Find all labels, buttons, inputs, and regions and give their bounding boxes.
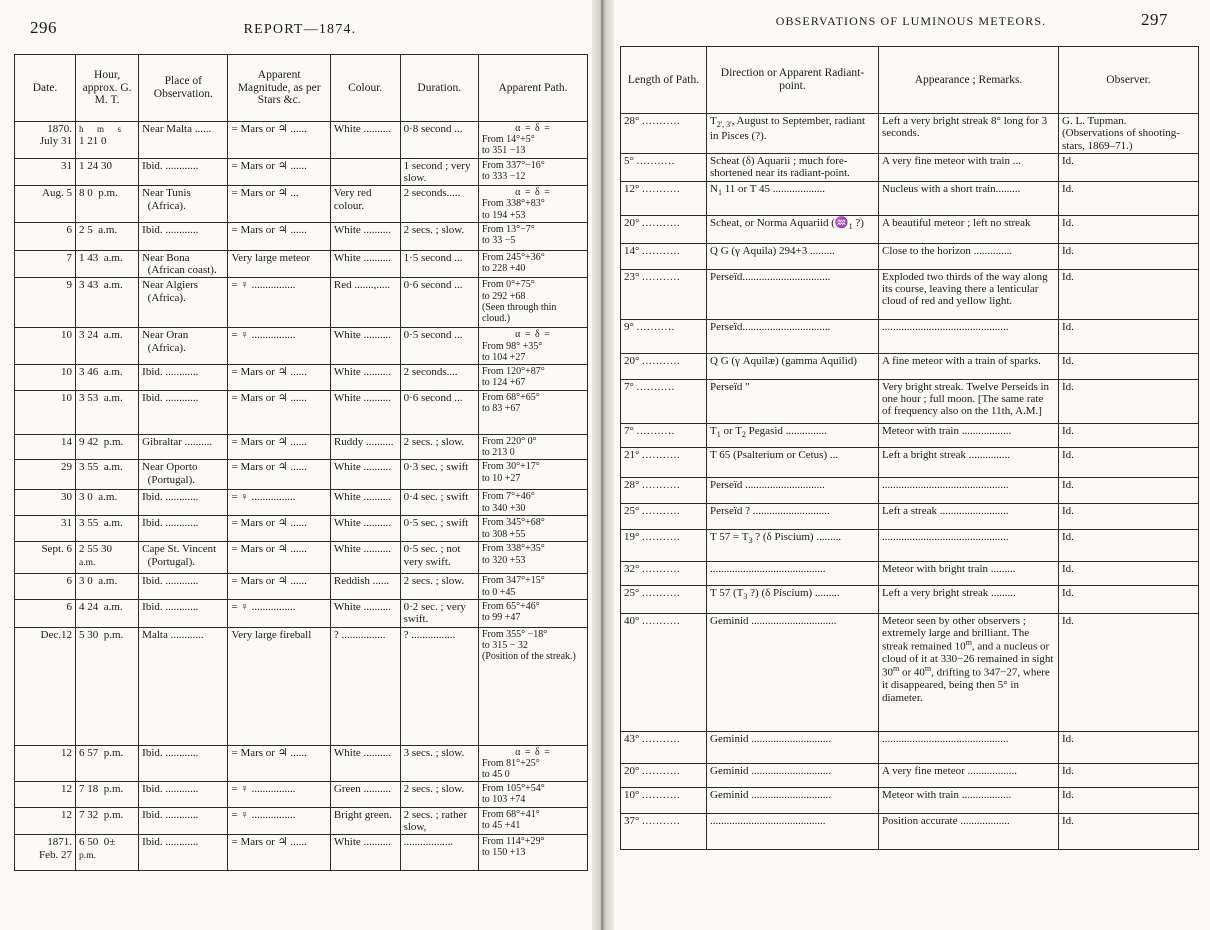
cell-hour: 1 43 a.m. [76,250,139,278]
cell-duration: 2 secs. ; slow. [400,222,478,250]
cell-appearance-remarks: Left a streak ......................... [879,503,1059,529]
cell-appearance-remarks: Left a very bright streak ......... [879,585,1059,613]
cell-place: Ibid. ............ [139,745,228,782]
cell-hour: 6 57 p.m. [76,745,139,782]
cell-appearance-remarks: Exploded two thirds of the way along its course, leaving there a lenticular cloud of red and yellow light. [879,269,1059,319]
cell-appearance-remarks: Close to the horizon .............. [879,243,1059,269]
table-row [15,542,588,574]
cell-radiant-point: Q G (γ Aquilæ) (gamma Aquilid) [707,353,879,379]
cell-hour: 3 43 a.m. [76,278,139,328]
cell-appearance-remarks: .............................................. [879,731,1059,763]
cell-observer: Id. [1059,423,1199,447]
cell-magnitude: = ♀ ................ [228,328,330,365]
cell-apparent-path: α = δ = From 98° +35° to 104 +27 [479,328,588,365]
cell-magnitude: = Mars or ♃ ...... [228,460,330,490]
cell-apparent-path: From 65°+46° to 99 +47 [479,599,588,627]
cell-observer: Id. [1059,477,1199,503]
cell-colour: Very red colour. [330,186,400,223]
cell-appearance-remarks: Meteor with bright train ......... [879,561,1059,585]
cell-observer: Id. [1059,215,1199,243]
cell-hour: 3 0 a.m. [76,574,139,599]
cell-colour: White .......... [330,250,400,278]
cell-length-of-path: 10° ........... [621,787,707,813]
cell-colour: Green .......... [330,782,400,807]
cell-magnitude: = Mars or ♃ ...... [228,222,330,250]
cell-observer: Id. [1059,243,1199,269]
cell-date: 31 [15,516,76,542]
cell-place: Ibid. ............ [139,599,228,627]
cell-magnitude: = Mars or ♃ ...... [228,542,330,574]
table-row [15,390,588,434]
cell-hour: 2 5 a.m. [76,222,139,250]
cell-colour: White .......... [330,122,400,159]
cell-observer: Id. [1059,529,1199,561]
cell-date: 30 [15,490,76,516]
table-row [621,585,1199,613]
cell-magnitude: = Mars or ♃ ...... [228,364,330,390]
cell-duration: 0·5 sec. ; swift [400,516,478,542]
cell-observer: Id. [1059,787,1199,813]
cell-appearance-remarks: .............................................. [879,319,1059,353]
cell-appearance-remarks: .............................................. [879,529,1059,561]
cell-appearance-remarks: Very bright streak. Twelve Perseids in one hour ; full moon. [The same rate of frequency also on the 11th, A.M.] [879,379,1059,423]
table-row [621,731,1199,763]
cell-place: Gibraltar .......... [139,434,228,459]
table-row [15,328,588,365]
cell-hour: 3 55 a.m. [76,460,139,490]
table-row [15,434,588,459]
table-row [621,243,1199,269]
table-row [621,353,1199,379]
cell-place: Ibid. ............ [139,574,228,599]
cell-colour: White .......... [330,390,400,434]
cell-apparent-path: From 345°+68° to 308 +55 [479,516,588,542]
cell-duration: 0·6 second ... [400,278,478,328]
cell-observer: Id. [1059,731,1199,763]
cell-length-of-path: 19° ........... [621,529,707,561]
cell-radiant-point: Perseïd................................ [707,269,879,319]
col-colour: Colour. [330,55,400,122]
cell-radiant-point: Scheat, or Norma Aquariid ($♒_1$ ?) [707,215,879,243]
cell-apparent-path: From 245°+36° to 228 +40 [479,250,588,278]
cell-place: Ibid. ............ [139,782,228,807]
cell-colour: White .......... [330,222,400,250]
cell-date: 31 [15,158,76,186]
cell-radiant-point: Geminid ............................. [707,731,879,763]
cell-magnitude: = Mars or ♃ ... [228,186,330,223]
cell-duration: 2 secs. ; slow. [400,434,478,459]
cell-colour: White .......... [330,599,400,627]
col-hour: Hour, approx. G. M. T. [76,55,139,122]
cell-length-of-path: 7° ........... [621,379,707,423]
cell-apparent-path: From 114°+29° to 150 +13 [479,835,588,871]
cell-hour: 2 55 30 a.m. [76,542,139,574]
cell-hour: 9 42 p.m. [76,434,139,459]
cell-hour: 7 32 p.m. [76,807,139,835]
cell-colour: ? ................ [330,627,400,745]
cell-date: 12 [15,807,76,835]
col-place: Place of Observation. [139,55,228,122]
cell-radiant-point: Scheat (δ) Aquarii ; much fore-shortened near its radiant-point. [707,153,879,181]
cell-apparent-path: From 13°−7° to 33 −5 [479,222,588,250]
table-row [15,835,588,871]
cell-magnitude: = ♀ ................ [228,599,330,627]
cell-appearance-remarks: A very fine meteor with train ... [879,153,1059,181]
cell-observer: Id. [1059,613,1199,731]
cell-magnitude: = ♀ ................ [228,782,330,807]
cell-colour: White .......... [330,460,400,490]
cell-apparent-path: From 30°+17° to 10 +27 [479,460,588,490]
cell-length-of-path: 43° ........... [621,731,707,763]
cell-date: 6 [15,574,76,599]
cell-apparent-path: α = δ = From 338°+83° to 194 +53 [479,186,588,223]
cell-magnitude: = Mars or ♃ ...... [228,835,330,871]
cell-length-of-path: 23° ........... [621,269,707,319]
cell-observer: Id. [1059,269,1199,319]
cell-magnitude: = Mars or ♃ ...... [228,516,330,542]
cell-radiant-point: T 57 ($T_3$ ?) (δ Piscium) ......... [707,585,879,613]
cell-hour: 7 18 p.m. [76,782,139,807]
cell-place: Ibid. ............ [139,158,228,186]
cell-duration: 0·4 sec. ; swift [400,490,478,516]
cell-hour: 3 46 a.m. [76,364,139,390]
table-row [621,503,1199,529]
cell-duration: 2 secs. ; rather slow, [400,807,478,835]
cell-length-of-path: 20° ........... [621,215,707,243]
cell-length-of-path: 25° ........... [621,503,707,529]
cell-hour: 8 0 p.m. [76,186,139,223]
cell-appearance-remarks: Left a bright streak ............... [879,447,1059,477]
cell-observer: Id. [1059,153,1199,181]
cell-colour: White .......... [330,516,400,542]
cell-radiant-point: Geminid ............................. [707,787,879,813]
cell-colour: White .......... [330,745,400,782]
cell-date: Dec.12 [15,627,76,745]
cell-date: 9 [15,278,76,328]
left-data-table [14,54,588,871]
cell-observer: Id. [1059,379,1199,423]
cell-apparent-path: From 355° −18° to 315 − 32 (Position of the streak.) [479,627,588,745]
cell-hour: 3 24 a.m. [76,328,139,365]
cell-radiant-point: .......................................... [707,561,879,585]
cell-duration: 0·8 second ... [400,122,478,159]
cell-magnitude: Very large fireball [228,627,330,745]
cell-duration: ? ................ [400,627,478,745]
cell-radiant-point: Geminid ............................. [707,763,879,787]
col-appearance-remarks: Appearance ; Remarks. [879,47,1059,114]
cell-date: 6 [15,222,76,250]
cell-date: 14 [15,434,76,459]
cell-apparent-path: From 68°+65° to 83 +67 [479,390,588,434]
cell-colour: Ruddy .......... [330,434,400,459]
table-row [15,158,588,186]
table-row [15,627,588,745]
cell-radiant-point: Perseïd ? ............................ [707,503,879,529]
cell-magnitude: = ♀ ................ [228,490,330,516]
table-row [621,813,1199,849]
left-page [0,0,600,930]
cell-appearance-remarks: Meteor with train .................. [879,787,1059,813]
cell-apparent-path: From 220° 0° to 213 0 [479,434,588,459]
right-table-header-row [621,47,1199,114]
table-row [15,516,588,542]
cell-length-of-path: 40° ........... [621,613,707,731]
cell-magnitude: Very large meteor [228,250,330,278]
table-row [621,447,1199,477]
cell-length-of-path: 9° ........... [621,319,707,353]
col-date: Date. [15,55,76,122]
cell-radiant-point: Perseïd................................ [707,319,879,353]
table-row [15,745,588,782]
cell-radiant-point: $N_1$ 11 or T 45 ................... [707,181,879,215]
cell-observer: Id. [1059,181,1199,215]
cell-duration: .................. [400,835,478,871]
cell-appearance-remarks: Meteor with train .................. [879,423,1059,447]
cell-hour: 1 24 30 [76,158,139,186]
cell-date: 6 [15,599,76,627]
cell-magnitude: = Mars or ♃ ...... [228,390,330,434]
cell-apparent-path: From 68°+41° to 45 +41 [479,807,588,835]
cell-date: 1870. July 31 [15,122,76,159]
col-magnitude: Apparent Magnitude, as per Stars &c. [228,55,330,122]
cell-magnitude: = Mars or ♃ ...... [228,574,330,599]
cell-apparent-path: From 338°+35° to 320 +53 [479,542,588,574]
cell-appearance-remarks: A beautiful meteor ; left no streak [879,215,1059,243]
cell-appearance-remarks: Nucleus with a short train......... [879,181,1059,215]
table-row [15,222,588,250]
cell-length-of-path: 20° ........... [621,353,707,379]
cell-date: Sept. 6 [15,542,76,574]
cell-place: Near Oran (Africa). [139,328,228,365]
table-row [15,574,588,599]
cell-colour: White .......... [330,835,400,871]
cell-date: 29 [15,460,76,490]
cell-place: Near Algiers (Africa). [139,278,228,328]
cell-hour: 4 24 a.m. [76,599,139,627]
cell-length-of-path: 20° ........... [621,763,707,787]
left-folio-number: 296 [30,18,57,37]
cell-radiant-point: $T_1$ or $T_2$ Pegasid ............... [707,423,879,447]
cell-length-of-path: 37° ........... [621,813,707,849]
cell-length-of-path: 28° ........... [621,114,707,154]
table-row [15,807,588,835]
cell-colour: Reddish ...... [330,574,400,599]
cell-date: Aug. 5 [15,186,76,223]
cell-date: 7 [15,250,76,278]
table-row [621,561,1199,585]
book-gutter [592,0,614,930]
cell-date: 1871. Feb. 27 [15,835,76,871]
cell-place: Ibid. ............ [139,835,228,871]
cell-observer: Id. [1059,503,1199,529]
cell-length-of-path: 28° ........... [621,477,707,503]
cell-magnitude: = Mars or ♃ ...... [228,122,330,159]
cell-observer: Id. [1059,561,1199,585]
cell-length-of-path: 32° ........... [621,561,707,585]
table-row [621,477,1199,503]
cell-apparent-path: From 337°−16° to 333 −12 [479,158,588,186]
cell-observer: Id. [1059,447,1199,477]
cell-apparent-path: α = δ = From 14°+5° to 351 −13 [479,122,588,159]
cell-appearance-remarks: Meteor seen by other observers ; extremely large and brilliant. The streak remained 10$^m$, and a nucleus or cloud of it at 330−26 remained in sight 30$^m$ or 40$^m$, drifting to 347−27, where it disappeared, being then 5° in diameter. [879,613,1059,731]
cell-magnitude: = Mars or ♃ ...... [228,434,330,459]
cell-hour: 6 50 0± p.m. [76,835,139,871]
cell-date: 10 [15,390,76,434]
table-row [15,460,588,490]
col-length-of-path: Length of Path. [621,47,707,114]
cell-magnitude: = ♀ ................ [228,807,330,835]
cell-hour: 5 30 p.m. [76,627,139,745]
cell-colour: Red .......,..... [330,278,400,328]
cell-date: 12 [15,745,76,782]
cell-radiant-point: T $57 = T_3$ ? (δ Piscium) ......... [707,529,879,561]
cell-place: Near Bona (African coast). [139,250,228,278]
cell-duration: 0·2 sec. ; very swift. [400,599,478,627]
cell-appearance-remarks: A very fine meteor .................. [879,763,1059,787]
cell-apparent-path: From 347°+15° to 0 +45 [479,574,588,599]
cell-duration: 0·5 sec. ; not very swift. [400,542,478,574]
cell-place: Ibid. ............ [139,490,228,516]
cell-radiant-point: T 65 (Psalterium or Cetus) ... [707,447,879,477]
cell-date: 10 [15,328,76,365]
cell-length-of-path: 14° ........... [621,243,707,269]
cell-duration: 2 seconds.... [400,364,478,390]
table-row [621,529,1199,561]
left-table-header-row [15,55,588,122]
table-row [621,379,1199,423]
cell-apparent-path: α = δ = From 81°+25° to 45 0 [479,745,588,782]
cell-duration: 0·3 sec. ; swift [400,460,478,490]
cell-colour: White .......... [330,542,400,574]
cell-observer: G. L. Tupman. (Observations of shooting-stars, 1869–71.) [1059,114,1199,154]
cell-duration: 1·5 second ... [400,250,478,278]
table-row [621,153,1199,181]
table-row [621,215,1199,243]
cell-appearance-remarks: Position accurate .................. [879,813,1059,849]
cell-place: Ibid. ............ [139,807,228,835]
cell-place: Malta ............ [139,627,228,745]
right-page [612,0,1210,930]
cell-length-of-path: 12° ........... [621,181,707,215]
table-row [621,787,1199,813]
col-duration: Duration. [400,55,478,122]
table-row [621,269,1199,319]
cell-observer: Id. [1059,813,1199,849]
cell-colour: White .......... [330,328,400,365]
cell-radiant-point: .......................................... [707,813,879,849]
table-row [621,319,1199,353]
cell-magnitude: = Mars or ♃ ...... [228,745,330,782]
cell-place: Ibid. ............ [139,516,228,542]
cell-place: Near Tunis (Africa). [139,186,228,223]
cell-apparent-path: From 105°+54° to 103 +74 [479,782,588,807]
cell-length-of-path: 5° ........... [621,153,707,181]
table-row [15,186,588,223]
cell-duration: 0·6 second ... [400,390,478,434]
cell-place: Ibid. ............ [139,390,228,434]
cell-duration: 2 secs. ; slow. [400,574,478,599]
left-running-head: REPORT—1874. [243,22,357,37]
cell-magnitude: = ♀ ................ [228,278,330,328]
table-row [621,181,1199,215]
cell-duration: 1 second ; very slow. [400,158,478,186]
cell-observer: Id. [1059,319,1199,353]
table-row [15,599,588,627]
cell-colour: White .......... [330,490,400,516]
right-data-table [620,46,1199,850]
table-row [15,278,588,328]
cell-place: Near Oporto (Portugal). [139,460,228,490]
table-row [621,114,1199,154]
cell-length-of-path: 21° ........... [621,447,707,477]
cell-radiant-point: Perseïd " [707,379,879,423]
cell-radiant-point: Perseïd ............................. [707,477,879,503]
col-radiant-point: Direction or Apparent Radiant-point. [707,47,879,114]
cell-date: 10 [15,364,76,390]
cell-radiant-point: Q G (γ Aquila) 294+3 ......... [707,243,879,269]
table-row [15,364,588,390]
cell-duration: 2 seconds..... [400,186,478,223]
table-row [621,423,1199,447]
cell-apparent-path: From 0°+75° to 292 +68 (Seen through thin cloud.) [479,278,588,328]
cell-length-of-path: 25° ........... [621,585,707,613]
right-folio-number: 297 [1141,10,1168,29]
cell-hour: 3 0 a.m. [76,490,139,516]
table-row [15,490,588,516]
cell-radiant-point: Geminid ............................... [707,613,879,731]
cell-place: Cape St. Vincent (Portugal). [139,542,228,574]
cell-place: Ibid. ............ [139,364,228,390]
cell-duration: 0·5 second ... [400,328,478,365]
cell-hour: 3 53 a.m. [76,390,139,434]
table-row [15,250,588,278]
cell-colour [330,158,400,186]
table-row [621,613,1199,731]
cell-date: 12 [15,782,76,807]
cell-radiant-point: $T_{2', 3'}$, August to September, radiant in Pisces (?). [707,114,879,154]
cell-apparent-path: From 7°+46° to 340 +30 [479,490,588,516]
cell-place: Near Malta ...... [139,122,228,159]
cell-hour: h m s 1 21 0 [76,122,139,159]
cell-hour: 3 55 a.m. [76,516,139,542]
cell-observer: Id. [1059,585,1199,613]
cell-observer: Id. [1059,763,1199,787]
right-running-head: OBSERVATIONS OF LUMINOUS METEORS. [775,14,1047,28]
cell-colour: Bright green. [330,807,400,835]
table-row [621,763,1199,787]
cell-length-of-path: 7° ........... [621,423,707,447]
table-row [15,782,588,807]
col-apparent-path: Apparent Path. [479,55,588,122]
cell-duration: 3 secs. ; slow. [400,745,478,782]
cell-apparent-path: From 120°+87° to 124 +67 [479,364,588,390]
cell-place: Ibid. ............ [139,222,228,250]
cell-appearance-remarks: Left a very bright streak 8° long for 3 seconds. [879,114,1059,154]
cell-duration: 2 secs. ; slow. [400,782,478,807]
cell-magnitude: = Mars or ♃ ...... [228,158,330,186]
col-observer: Observer. [1059,47,1199,114]
table-row [15,122,588,159]
cell-appearance-remarks: .............................................. [879,477,1059,503]
cell-appearance-remarks: A fine meteor with a train of sparks. [879,353,1059,379]
cell-colour: White .......... [330,364,400,390]
cell-observer: Id. [1059,353,1199,379]
